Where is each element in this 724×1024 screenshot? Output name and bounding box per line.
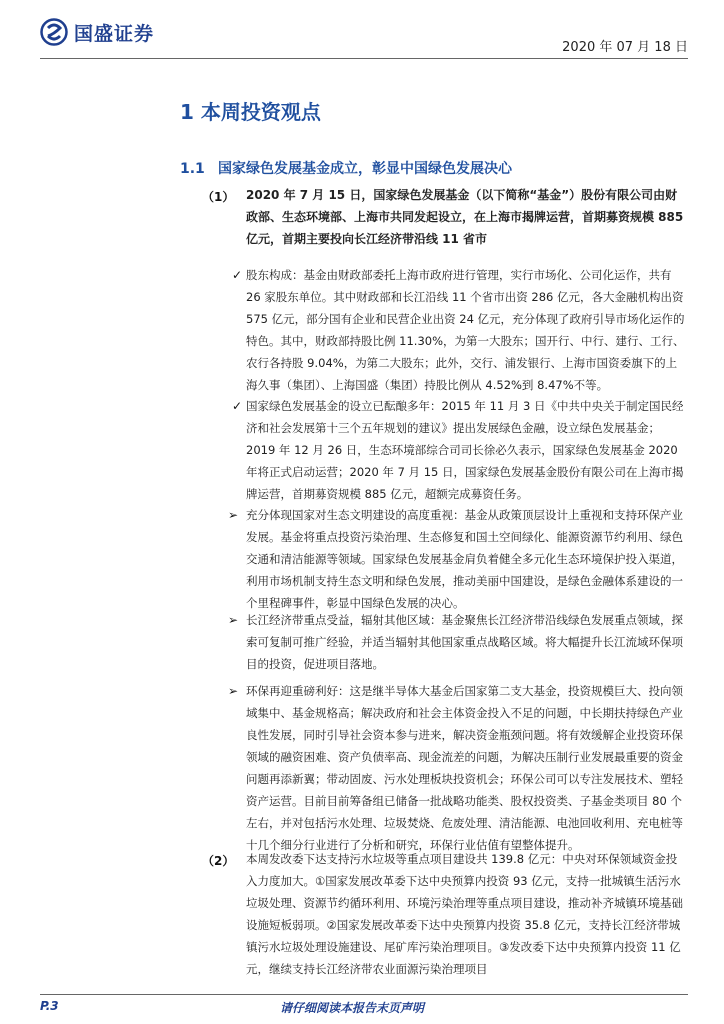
page-number: P.3 bbox=[40, 999, 59, 1013]
subsection-text: 国家绿色发展基金成立，彰显中国绿色发展决心 bbox=[218, 161, 512, 177]
page-header bbox=[40, 18, 688, 58]
subsection-number: 1.1 bbox=[180, 161, 205, 177]
arrow-icon: ➢ bbox=[228, 508, 239, 522]
bullet-ecological: 充分体现国家对生态文明建设的高度重视：基金从政策顶层设计上重视和支持环保产业发展。基金将重点投资污染治理、生态修复和国土空间绿化、能源资源节约利用、绿色交通和清洁能源等领域。国家绿色发展基金肩负着健全多元化生态环境保护投入渠道，利用市场机制支持生态文明和绿色发展，推动美丽中国建设，是绿色金融体系建设的一个里程碑事件，彰显中国绿色发展的决心。 bbox=[246, 508, 683, 610]
bullet-history: 国家绿色发展基金的设立已酝酿多年：2015 年 11 月 3 日《中共中央关于制定国民经济和社会发展第十三个五年规划的建议》提出发展绿色金融，设立绿色发展基金；2019 年 12 月 26 日，生态环境部综合司司长徐必久表示，国家绿色发展基金 2020 年将正式启动运营；2020 年 7 月 15 日，国家绿色发展基金股份有限公司在上海市揭牌运营，首期募资规模 885 亿元，超额完成募资任务。 bbox=[246, 399, 684, 501]
subsection-title bbox=[180, 158, 512, 178]
bullet-yangtze: 长江经济带重点受益，辐射其他区域：基金聚焦长江经济带沿线绿色发展重点领域，探索可复制可推广经验，并适当辐射其他国家重点战略区域。将大幅提升长江流域环保项目的投资，促进项目落地。 bbox=[246, 613, 683, 671]
check-icon: ✓ bbox=[232, 268, 243, 282]
item-1-number: （1） bbox=[202, 190, 235, 204]
report-date: 2020 年 07 月 18 日 bbox=[562, 40, 688, 55]
disclaimer-note: 请仔细阅读本报告末页声明 bbox=[280, 1001, 425, 1015]
arrow-icon: ➢ bbox=[228, 684, 239, 698]
brand-logo-icon bbox=[40, 18, 68, 46]
item-2-text: 本周发改委下达支持污水垃圾等重点项目建设共 139.8 亿元：中央对环保领域资金投入力度加大。①国家发展改革委下达中央预算内投资 93 亿元，支持一批城镇生活污水垃圾处理、资源节约循环利用、环境污染治理等重点项目建设，推动补齐城镇环境基础设施短板弱项。②国家发展改革委下达中央预算内投资 35.8 亿元，支持长江经济带城镇污水垃圾处理设施建设、尾矿库污染治理项目。③发改委下达中央预算内投资 11 亿元，继续支持长江经济带农业面源污染治理项目 bbox=[246, 852, 683, 976]
section-title: 1 本周投资观点 bbox=[180, 100, 321, 124]
check-icon: ✓ bbox=[232, 399, 243, 413]
bullet-positive: 环保再迎重磅利好：这是继半导体大基金后国家第二支大基金，投资规模巨大、投向领域集中、基金规格高；解决政府和社会主体资金投入不足的问题，中长期扶持绿色产业良性发展，同时引导社会资本参与进来，解决资金瓶颈问题。将有效缓解企业投资环保领域的融资困难、资产负债率高、现金流差的问题，为解决压制行业发展最重要的资金问题再添新翼；带动固废、污水处理板块投资机会；环保公司可以专注发展技术、塑轻资产运营。目前目前筹备组已储备一批战略功能类、股权投资类、子基金类项目 80 个左右，并对包括污水处理、垃圾焚烧、危废处理、清洁能源、电池回收利用、充电桩等十几个细分行业进行了分析和研究，环保行业估值有望整体提升。 bbox=[246, 684, 683, 852]
brand-name: 国盛证券 bbox=[74, 22, 155, 45]
arrow-icon: ➢ bbox=[228, 613, 239, 627]
header-divider bbox=[40, 58, 688, 59]
item-2-number: （2） bbox=[202, 854, 235, 868]
bullet-shareholders: 股东构成：基金由财政部委托上海市政府进行管理，实行市场化、公司化运作，共有 26 家股东单位。其中财政部和长江沿线 11 个省市出资 286 亿元，各大金融机构出资 575 亿元，部分国有企业和民营企业出资 24 亿元，充分体现了政府引导市场化运作的特色。其中，财政部持股比例 11.30%，为第一大股东；国开行、中行、建行、工行、农行各持股 9.04%，为第二大股东；此外，交行、浦发银行、上海市国资委旗下的上海久事（集团）、上海国盛（集团）持股比例从 4.52%到 8.47%不等。 bbox=[246, 268, 685, 392]
footer-divider bbox=[40, 994, 688, 995]
item-1-text: 2020 年 7 月 15 日，国家绿色发展基金（以下简称“基金”）股份有限公司由财政部、生态环境部、上海市共同发起设立，在上海市揭牌运营，首期募资规模 885 亿元，首期主要投向长江经济带沿线 11 省市 bbox=[246, 188, 684, 246]
brand-logo bbox=[40, 18, 154, 46]
